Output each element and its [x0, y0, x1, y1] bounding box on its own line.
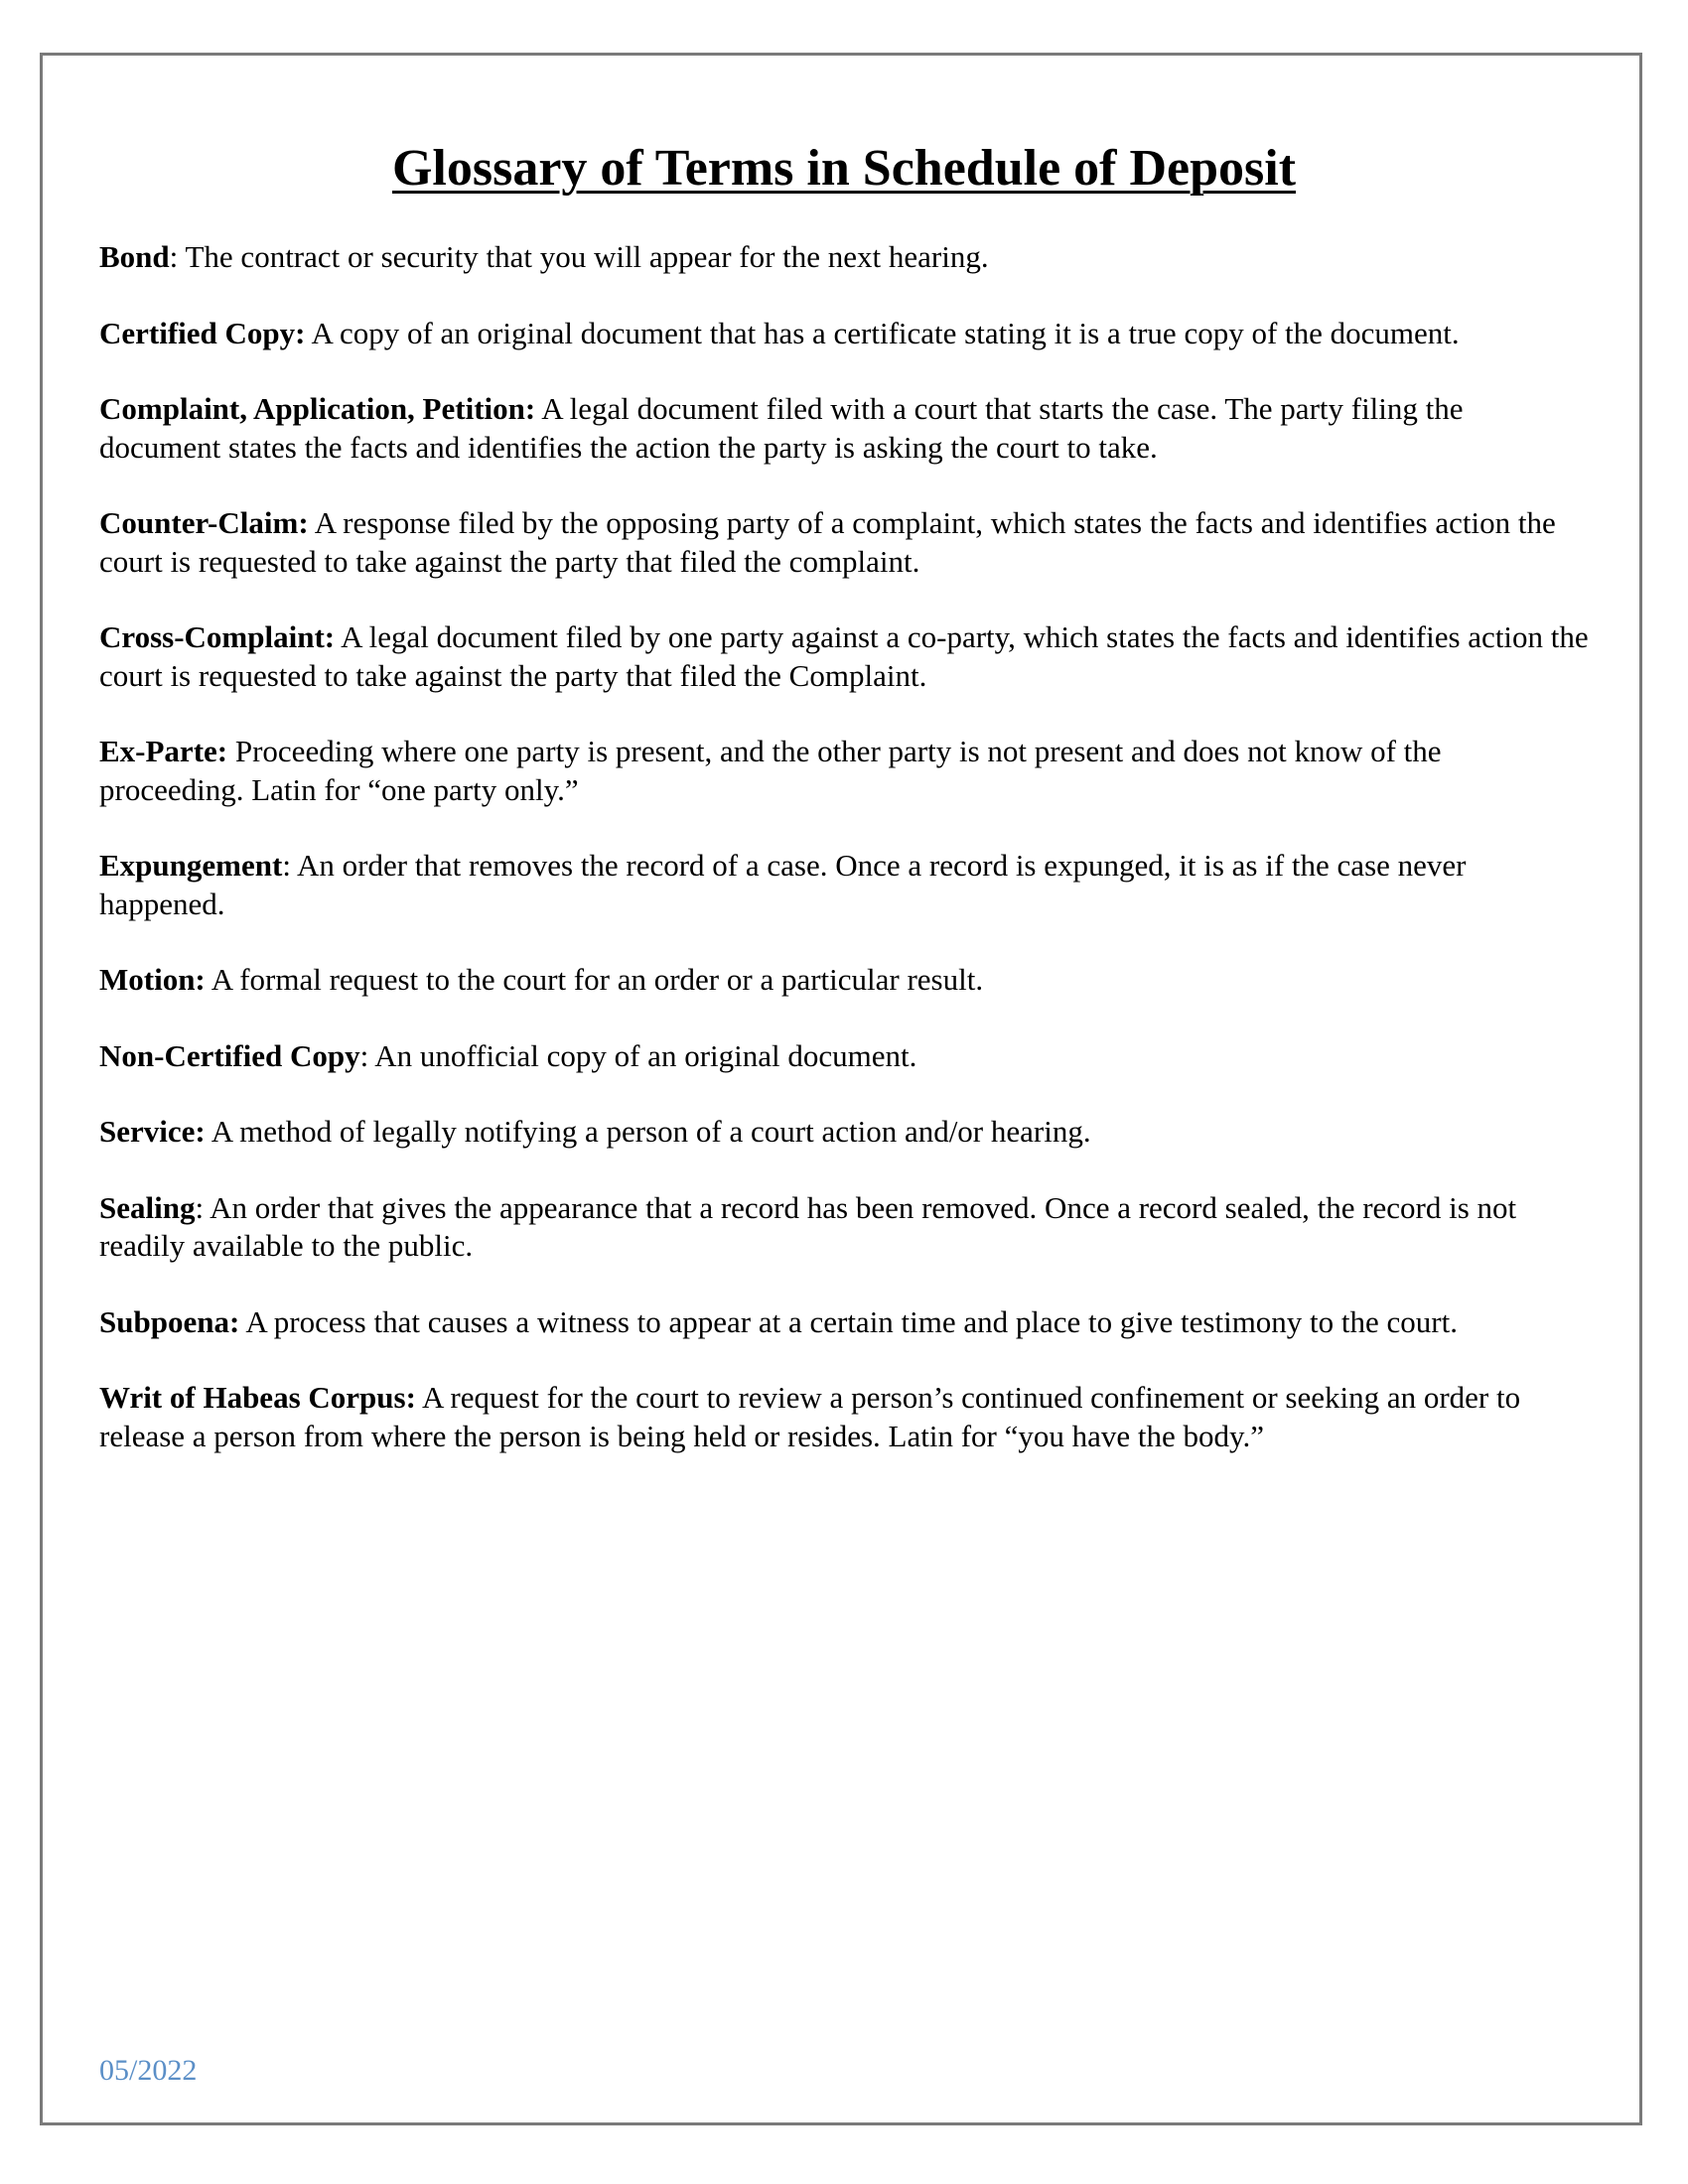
definition: A method of legally notifying a person of a court action and/or hearing.	[205, 1114, 1091, 1149]
term: Counter-Claim:	[99, 505, 309, 540]
term: Service:	[99, 1114, 206, 1149]
definition: A response filed by the opposing party of a complaint, which states the facts and identifies action the court is requested to take against the party that filed the complaint.	[99, 505, 1556, 579]
glossary-list	[99, 238, 1589, 1493]
term-separator: :	[169, 239, 179, 274]
revision-date: 05/2022	[99, 2054, 198, 2087]
definition: The contract or security that you will appear for the next hearing.	[178, 239, 989, 274]
definition: An unofficial copy of an original document.	[368, 1037, 917, 1073]
glossary-entry-certified-copy	[99, 315, 1589, 353]
term: Sealing	[99, 1189, 196, 1225]
term: Motion:	[99, 962, 206, 997]
glossary-entry-subpoena	[99, 1303, 1589, 1342]
page-title: Glossary of Terms in Schedule of Deposit	[391, 140, 1297, 197]
term-separator: :	[195, 1189, 205, 1225]
term: Certified Copy:	[99, 315, 306, 350]
glossary-entry-counter-claim	[99, 504, 1589, 581]
term-separator: :	[359, 1037, 369, 1073]
definition: A copy of an original document that has a certificate stating it is a true copy of the document.	[305, 315, 1460, 350]
term: Ex-Parte:	[99, 734, 228, 768]
glossary-entry-complaint	[99, 390, 1589, 467]
term: Subpoena:	[99, 1303, 240, 1339]
term: Expungement	[99, 848, 283, 883]
glossary-entry-writ-of-habeas-corpus	[99, 1379, 1589, 1455]
glossary-entry-expungement	[99, 847, 1589, 923]
term-separator: :	[282, 848, 291, 883]
definition: A formal request to the court for an order or a particular result.	[205, 962, 984, 997]
definition: A legal document filed with a court that starts the case. The party filing the document states the facts and identifies the action the party is asking the court to take.	[99, 391, 1464, 465]
term: Cross-Complaint:	[99, 619, 336, 654]
definition: A legal document filed by one party against a co-party, which states the facts and identifies action the court is requested to take against the party that filed the Complaint.	[99, 619, 1589, 693]
term: Non-Certified Copy	[99, 1037, 360, 1073]
glossary-entry-bond	[99, 238, 1589, 277]
definition: A request for the court to review a person’s continued confinement or seeking an order to release a person from where the person is being held or resides. Latin for “you have the body.”	[99, 1380, 1521, 1453]
definition: A process that causes a witness to appear at a certain time and place to give testimony to the court.	[239, 1303, 1458, 1339]
definition: An order that gives the appearance that a record has been removed. Once a record sealed, the record is not readily available to the public.	[99, 1189, 1517, 1263]
definition: An order that removes the record of a case. Once a record is expunged, it is as if the case never happened.	[99, 848, 1467, 921]
term: Bond	[99, 239, 170, 274]
glossary-entry-service	[99, 1113, 1589, 1152]
glossary-entry-cross-complaint	[99, 618, 1589, 695]
term: Complaint, Application, Petition:	[99, 391, 536, 426]
term: Writ of Habeas Corpus:	[99, 1380, 416, 1415]
glossary-entry-sealing	[99, 1189, 1589, 1266]
definition: Proceeding where one party is present, and the other party is not present and does not know of the proceeding. Latin for “one party only.”	[99, 734, 1442, 807]
glossary-entry-ex-parte	[99, 733, 1589, 809]
glossary-entry-non-certified-copy	[99, 1037, 1589, 1076]
glossary-entry-motion	[99, 961, 1589, 1000]
